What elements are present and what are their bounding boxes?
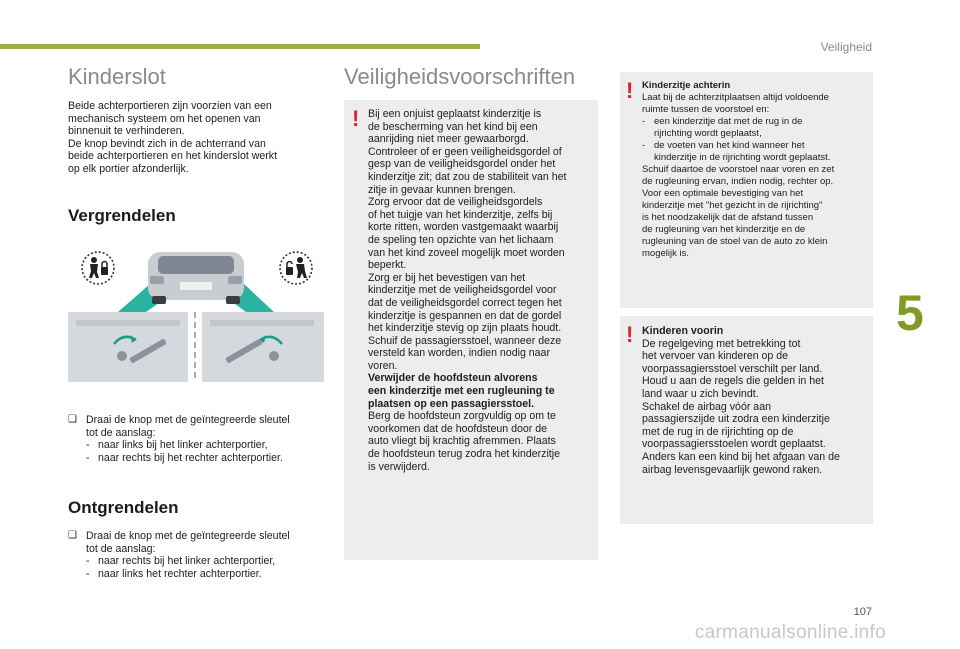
text-line: airbag levensgevaarlijk gewond raken.	[642, 463, 823, 476]
child-unlock-icon	[278, 250, 314, 286]
instruction-line: Draai de knop met de geïntegreerde sleutel	[86, 414, 290, 426]
page-number: 107	[853, 606, 872, 618]
header-accent-bar	[0, 44, 480, 49]
text-line: voorpassagiersstoel verschilt per land.	[642, 362, 823, 375]
text-line: kinderzitje met de veiligheidsgordel voor	[368, 284, 557, 297]
text-line: Zorg er bij het bevestigen van het	[368, 271, 526, 284]
instruction-line: Draai de knop met de geïntegreerde sleutel	[86, 530, 290, 542]
text-line: ruimte tussen de voorstoel en:	[642, 104, 770, 115]
text-line: Schakel de airbag vóór aan	[642, 400, 771, 413]
text-line: met de rug in de rijrichting op de	[642, 425, 794, 438]
instruction-line: tot de aanslag:	[86, 426, 156, 439]
text-line: rugleuning van de stoel van de auto zo klein	[642, 236, 828, 247]
list-item-line: kinderzitje in de rijrichting wordt geplaatst.	[654, 152, 831, 163]
text-line: land waar u zich bevindt.	[642, 387, 759, 400]
text-line: Schuif daartoe de voorstoel naar voren en zet	[642, 164, 835, 175]
text-line: mogelijk is.	[642, 248, 689, 259]
instruction-item: naar rechts bij het rechter achterportier.	[98, 451, 283, 464]
text-line: kinderzitje zit; dat zou de stabiliteit van het	[368, 170, 567, 183]
ontgrendelen-instructions: ❑ Draai de knop met de geïntegreerde sleutel tot de aanslag: - naar rechts bij het linker achterportier, - naar links het rechter achterportier.	[68, 530, 290, 580]
text-line: het vervoer van kinderen op de	[642, 350, 789, 363]
text-line: Schuif de passagiersstoel, wanneer deze	[368, 334, 562, 347]
text-line: korte ritten, worden vastgemaakt waarbij	[368, 221, 559, 234]
text-line: de speling ten opzichte van het lichaam	[368, 233, 554, 246]
text-line: voren.	[368, 359, 398, 372]
intro-line: mechanisch systeem om het openen van	[68, 112, 261, 125]
warning-icon: !	[626, 322, 634, 347]
voorin-warning-panel	[620, 316, 873, 524]
text-line: De regelgeving met betrekking tot	[642, 337, 801, 350]
text-line: kinderzitje met "het gezicht in de rijrichting"	[642, 200, 823, 211]
text-line: beperkt.	[368, 259, 407, 272]
text-line: Berg de hoofdsteun zorgvuldig op om te	[368, 410, 556, 423]
intro-line: op elk portier afzonderlijk.	[68, 162, 189, 175]
text-line: dat de veiligheidsgordel correct tegen het	[368, 296, 562, 309]
achterin-text: Kinderzitje achterin Laat bij de achterzitplaatsen altijd voldoende ruimte tussen de voorstoel en: - een kinderzitje dat met de rug in de rijrichting wordt geplaatst, - de voeten van het kind wanneer het kinderzitje in de rijrichting wordt geplaatst. Schuif daartoe de voorstoel naar voren en zet de rugleuning ervan, indien nodig, rechter op. Voor een optimale bevestiging van het kinderzitje met "het gezicht in de rijrichting" is het noodzakelijk dat de afstand tussen de rugleuning van het kinderzitje en de rugleuning van de stoel van de auto zo klein mogelijk is.	[642, 80, 870, 260]
text-line: is verwijderd.	[368, 460, 430, 473]
checkbox-bullet-icon: ❑	[68, 530, 77, 541]
instruction-item: naar links het rechter achterportier.	[98, 567, 262, 580]
intro-line: beide achterportieren en het kinderslot werkt	[68, 150, 278, 163]
voorin-title: Kinderen voorin	[642, 325, 724, 337]
intro-line: Beide achterportieren zijn voorzien van een	[68, 100, 272, 112]
car-rear-view	[148, 252, 244, 304]
text-line: de rugleuning ervan, indien nodig, rechter op.	[642, 176, 834, 187]
instruction-line: tot de aanslag:	[86, 542, 156, 555]
watermark: carmanualsonline.info	[694, 622, 886, 643]
text-line: passagierszijde uit zodra een kinderzitje	[642, 413, 830, 426]
text-line: gesp van de veiligheidsgordel onder het	[368, 158, 556, 171]
warning-icon: !	[352, 106, 360, 131]
child-lock-illustration	[68, 244, 324, 382]
veiligheid-warning-panel	[344, 100, 598, 560]
intro-line: De knop bevindt zich in de achterrand van	[68, 137, 266, 150]
text-line: de hoofdsteun terug zodra het kinderzitje	[368, 448, 560, 461]
bold-text-line: een kinderzitje met een rugleuning te	[368, 385, 555, 398]
text-line: auto vliegt bij krachtig afremmen. Plaats	[368, 435, 556, 448]
instruction-item: naar rechts bij het linker achterportier,	[98, 555, 276, 568]
text-line: voorpassagiersstoelen wordt geplaatst.	[642, 438, 826, 451]
chapter-number: 5	[896, 285, 924, 341]
kinderslot-intro	[68, 100, 328, 176]
list-item-line: de voeten van het kind wanneer het	[654, 140, 805, 151]
text-line: of het tuigje van het kinderzitje, zelfs bij	[368, 208, 553, 221]
vergrendelen-title: Vergrendelen	[68, 206, 176, 225]
text-line: is het noodzakelijk dat de afstand tussen	[642, 212, 814, 223]
kinderslot-title: Kinderslot	[68, 64, 166, 89]
vergrendelen-instructions: ❑ Draai de knop met de geïntegreerde sleutel tot de aanslag: - naar links bij het linker achterportier, - naar rechts bij het rechter achterportier.	[68, 414, 290, 464]
text-line: versteld kan worden, indien nodig naar	[368, 347, 550, 360]
text-line: kinderzitje is gespannen en dat de gordel	[368, 309, 562, 322]
achterin-warning-panel	[620, 72, 873, 308]
checkbox-bullet-icon: ❑	[68, 414, 77, 425]
text-line: aanrijding niet meer gewaarborgd.	[368, 133, 529, 146]
veiligheid-title: Veiligheidsvoorschriften	[344, 64, 576, 89]
ontgrendelen-title: Ontgrendelen	[68, 498, 179, 517]
text-line: Voor een optimale bevestiging van het	[642, 188, 804, 199]
text-line: de bescherming van het kind bij een	[368, 120, 538, 133]
text-line: Bij een onjuist geplaatst kinderzitje is	[368, 108, 542, 120]
text-line: Laat bij de achterzitplaatsen altijd voldoende	[642, 92, 829, 103]
voorin-text	[642, 325, 870, 476]
instruction-item: naar links bij het linker achterportier,	[98, 439, 268, 452]
text-line: zitje in gevaar kunnen brengen.	[368, 183, 516, 196]
kinderslot-section	[68, 64, 328, 176]
text-line: het kinderzitje stevig op zijn plaats houdt.	[368, 322, 562, 335]
intro-line: binnenuit te verhinderen.	[68, 125, 185, 138]
bold-text-line: plaatsen op een passagiersstoel.	[368, 397, 535, 410]
child-lock-icon	[80, 250, 116, 286]
list-item-line: rijrichting wordt geplaatst,	[654, 128, 762, 139]
warning-icon: !	[626, 78, 634, 103]
achterin-title: Kinderzitje achterin	[642, 80, 731, 91]
text-line: Houd u aan de regels die gelden in het	[642, 375, 824, 388]
text-line: van het kind zoveel mogelijk moet worden	[368, 246, 565, 259]
bold-text-line: Verwijder de hoofdsteun alvorens	[368, 372, 538, 385]
list-item-line: een kinderzitje dat met de rug in de	[654, 116, 803, 127]
veiligheid-text	[368, 108, 596, 473]
section-title: Veiligheid	[820, 40, 872, 54]
text-line: Controleer of er geen veiligheidsgordel of	[368, 145, 562, 158]
text-line: Anders kan een kind bij het afgaan van de	[642, 450, 840, 463]
text-line: voorkomen dat de hoofdsteun door de	[368, 422, 548, 435]
text-line: Zorg ervoor dat de veiligheidsgordels	[368, 196, 543, 209]
text-line: de rugleuning van het kinderzitje en de	[642, 224, 806, 235]
